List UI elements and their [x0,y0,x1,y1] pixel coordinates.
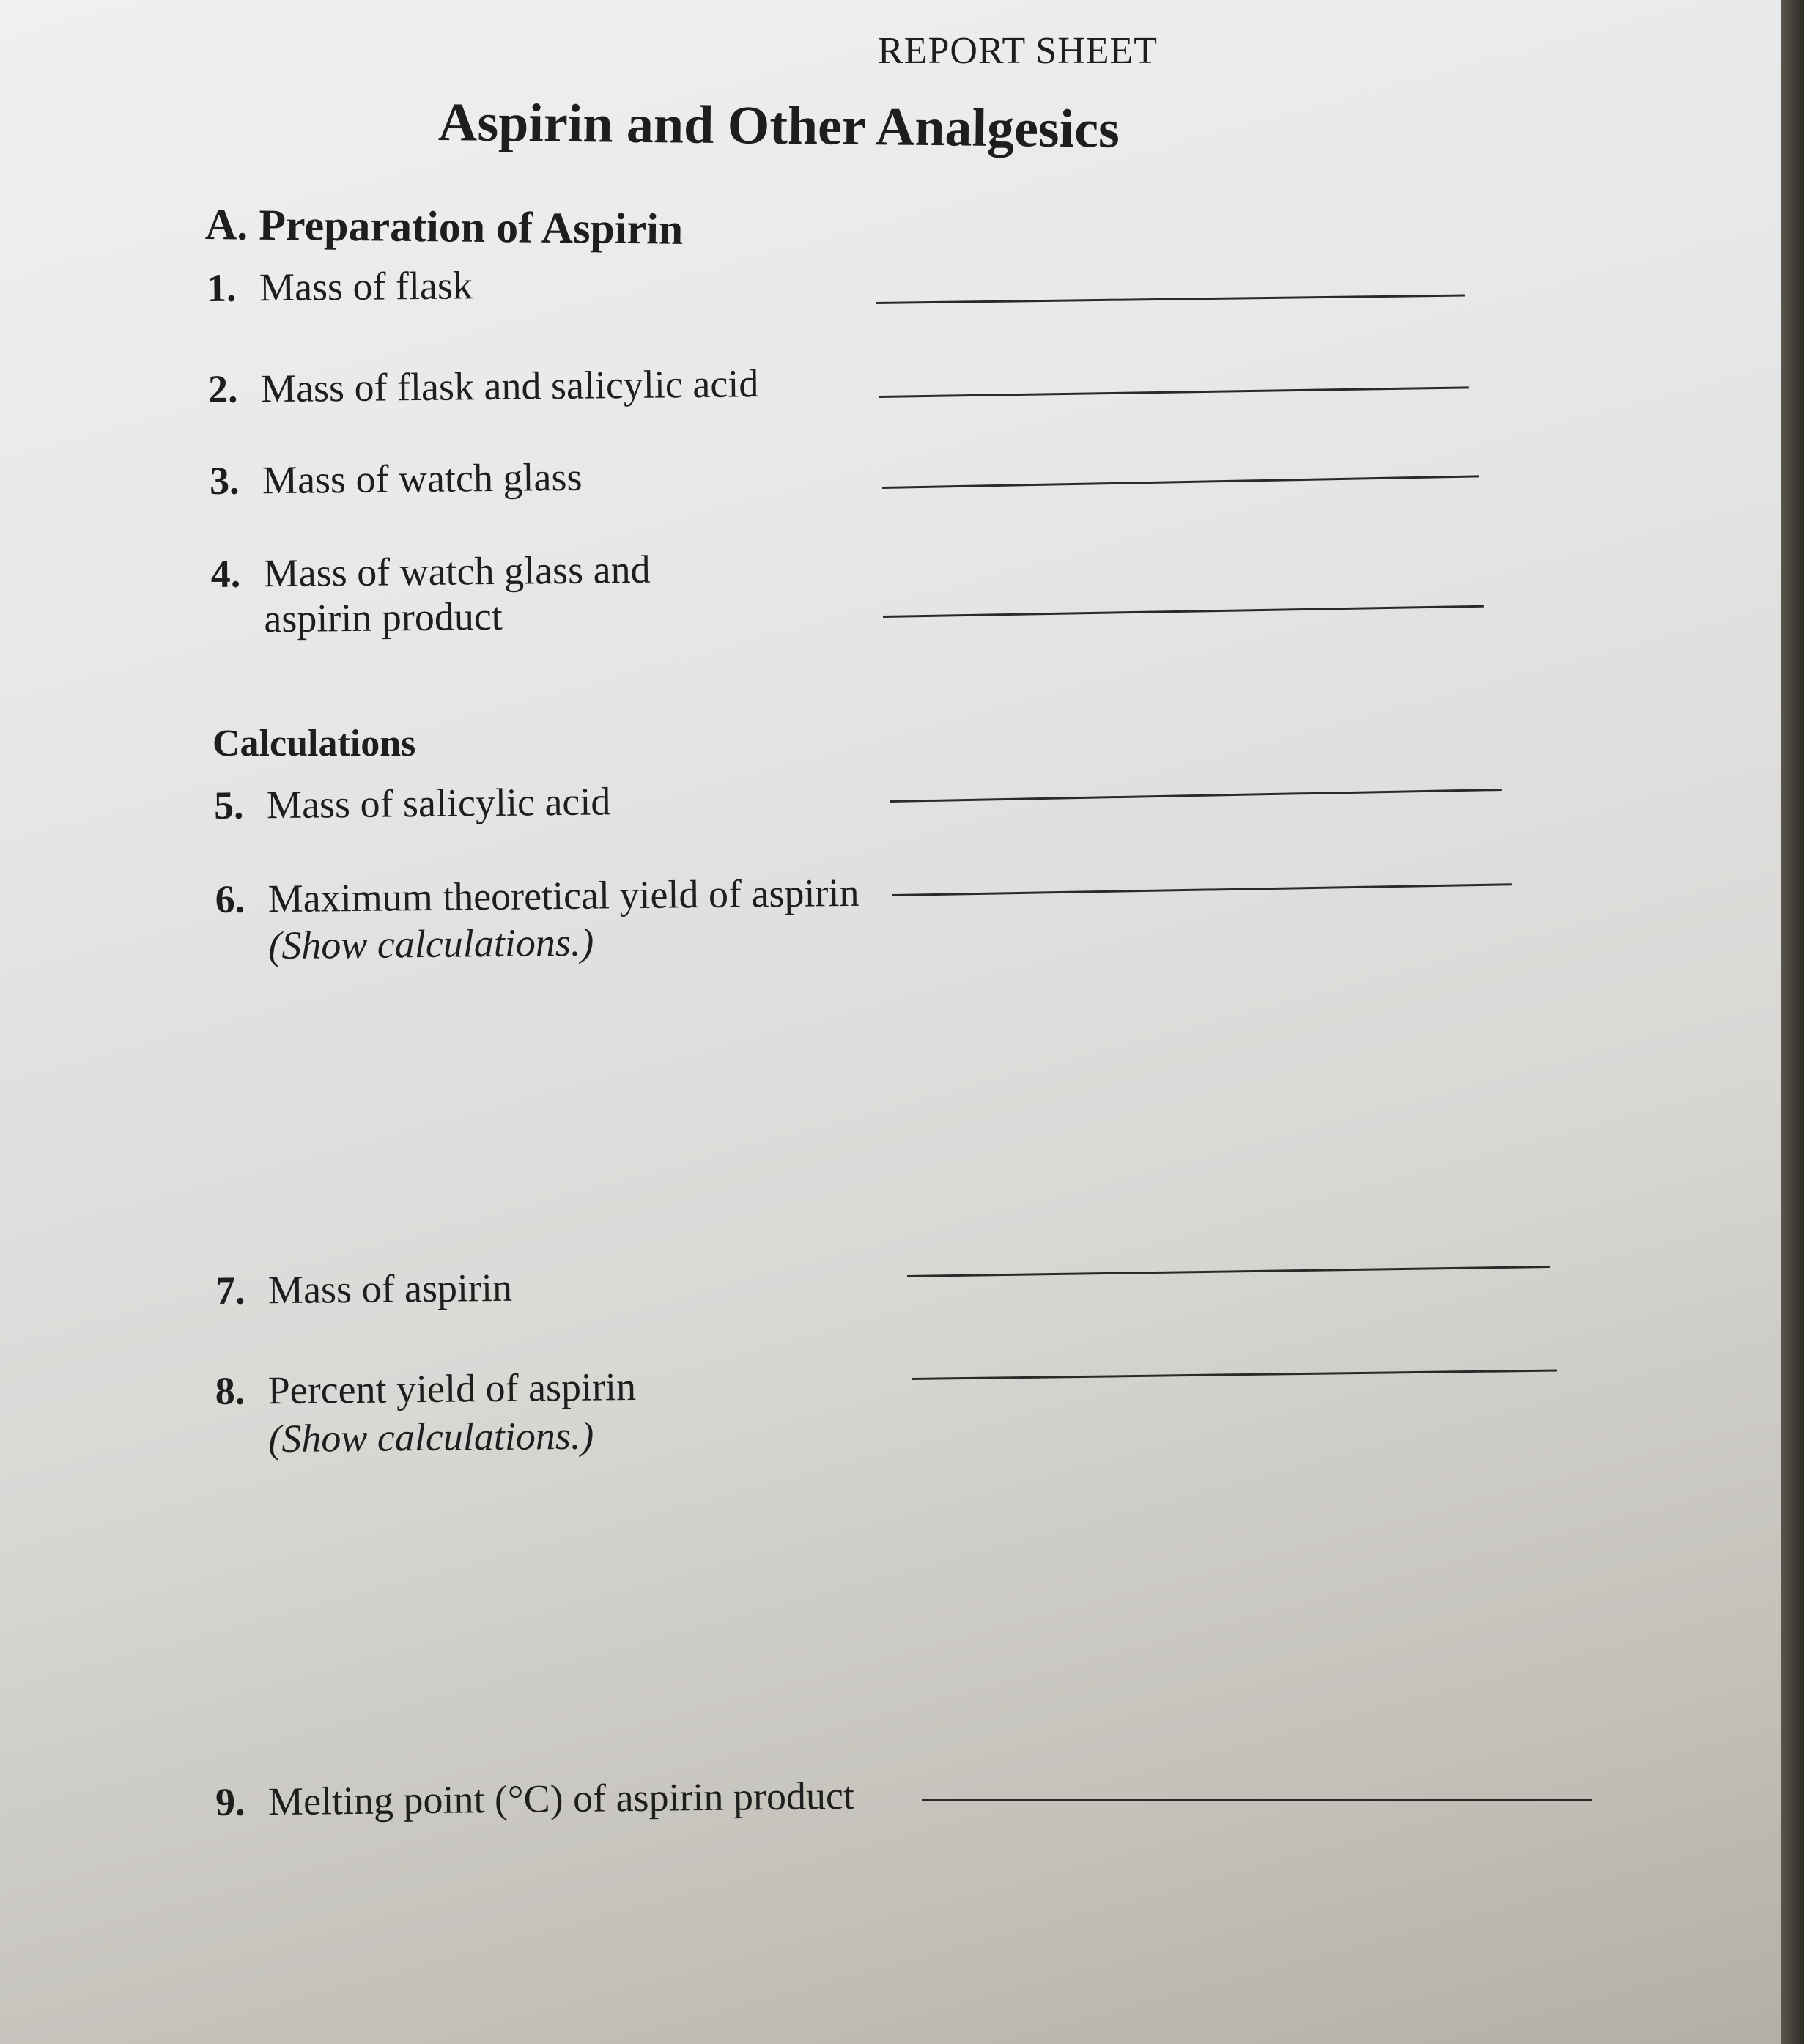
item-number: 3. [209,458,240,503]
item-label: Mass of aspirin [267,1265,513,1313]
item-melting-point [215,1773,855,1825]
answer-line-mass-of-aspirin[interactable] [907,1266,1550,1277]
item-mass-of-salicylic-acid [214,778,611,828]
item-number: 9. [215,1779,245,1824]
item-mass-of-aspirin [215,1265,513,1313]
item-mass-flask-salicylic-acid [208,361,759,412]
item-label: Mass of flask [259,263,473,310]
item-number: 6. [215,877,245,922]
answer-line-mass-watch-glass-aspirin[interactable] [883,605,1484,618]
answer-line-mass-flask-salicylic-acid[interactable] [879,386,1469,398]
item-number: 5. [213,783,244,827]
table-surface-edge [1781,0,1804,2044]
page-title: Aspirin and Other Analgesics [437,92,1120,160]
item-label: Mass of flask and salicylic acid [260,361,759,411]
item-label: Mass of salicylic acid [266,779,611,827]
item-max-theoretical-yield [215,869,860,970]
item-number: 8. [215,1368,245,1414]
item-mass-watch-glass-aspirin [210,547,651,642]
item-mass-of-flask [207,262,473,311]
item-label: Percent yield of aspirin [267,1364,637,1413]
answer-line-mass-of-flask[interactable] [876,294,1465,304]
calculations-heading: Calculations [212,723,416,764]
item-label: Melting point (°C) of aspirin product [267,1773,855,1824]
answer-line-percent-yield[interactable] [912,1369,1557,1380]
answer-line-max-theoretical-yield[interactable] [892,883,1512,896]
item-label: Maximum theoretical yield of aspirin [267,870,860,921]
answer-line-mass-of-watch-glass[interactable] [882,475,1479,489]
section-a-heading: A. Preparation of Aspirin [204,200,684,254]
report-sheet-label: REPORT SHEET [878,30,1158,72]
item-label: Mass of watch glass [262,454,583,503]
item-percent-yield [215,1362,637,1464]
item-number: 1. [206,265,237,310]
answer-line-melting-point[interactable] [922,1799,1592,1801]
show-calculations-note: (Show calculations.) [268,920,594,968]
item-number: 2. [207,366,238,411]
item-number: 7. [215,1268,245,1313]
item-label-continued: aspirin product [264,594,503,641]
item-label: Mass of watch glass and [263,547,651,596]
show-calculations-note: (Show calculations.) [268,1413,594,1461]
item-mass-of-watch-glass [210,454,583,503]
item-number: 4. [210,551,241,597]
answer-line-mass-of-salicylic-acid[interactable] [890,789,1502,803]
